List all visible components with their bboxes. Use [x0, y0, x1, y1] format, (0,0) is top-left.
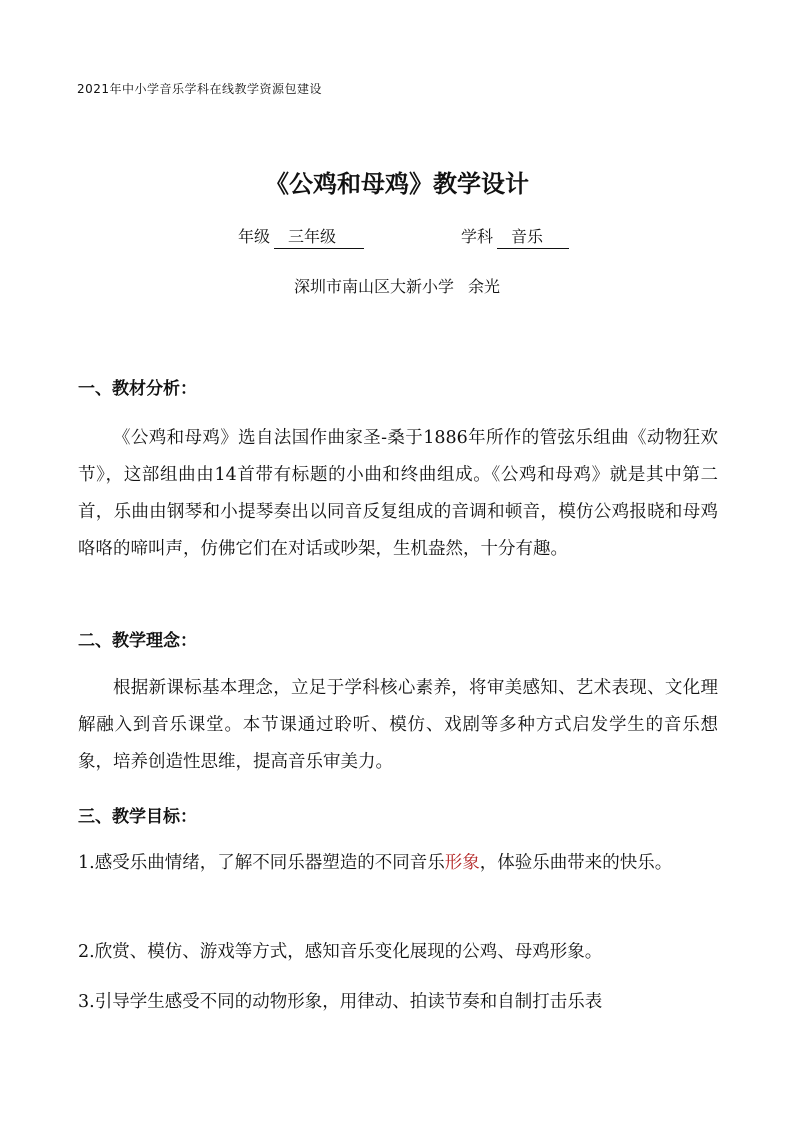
section-text-philosophy: 根据新课标基本理念，立足于学科核心素养，将审美感知、艺术表现、文化理解融入到音乐课堂。本节课通过聆听、模仿、戏剧等多种方式启发学生的音乐想象，培养创造性思维，提高音乐审美力。 — [78, 678, 718, 772]
subject-field — [461, 224, 569, 249]
author-school: 深圳市南山区大新小学 — [293, 277, 454, 296]
section-text-materials: 《公鸡和母鸡》选自法国作曲家圣-桑于1886年所作的管弦乐组曲《动物狂欢节》，这部组曲由14首带有标题的小曲和终曲组成。《公鸡和母鸡》就是其中第二首，乐曲由钢琴和小提琴奏出以同音反复组成的音调和顿音，模仿公鸡报晓和母鸡咯咯的啼叫声，仿佛它们在对话或吵架，生机盎然，十分有趣。 — [78, 428, 718, 559]
author-line — [0, 274, 794, 297]
document-header: 2021年中小学音乐学科在线教学资源包建设 — [77, 82, 323, 96]
subject-value: 音乐 — [497, 224, 569, 249]
goal-item-2: 2.欣赏、模仿、游戏等方式，感知音乐变化展现的公鸡、母鸡形象。 — [78, 942, 603, 962]
goal-item-1 — [78, 845, 718, 882]
grade-value: 三年级 — [274, 224, 364, 249]
author-name: 余光 — [468, 277, 501, 296]
section-heading-philosophy: 二、教学理念： — [78, 631, 197, 651]
section-heading-materials: 一、教材分析： — [78, 379, 197, 399]
goal-1-highlight: 形象 — [444, 853, 480, 873]
goal-item-3: 3.引导学生感受不同的动物形象，用律动、拍读节奏和自制打击乐表 — [78, 992, 603, 1012]
goal-1-text-end: ，体验乐曲带来的快乐。 — [479, 853, 673, 873]
section-heading-goals: 三、教学目标： — [78, 807, 197, 827]
page-title: 《公鸡和母鸡》教学设计 — [265, 169, 529, 198]
subject-label: 学科 — [461, 227, 494, 246]
grade-label: 年级 — [238, 227, 271, 246]
goal-1-text-start: 1.感受乐曲情绪，了解不同乐器塑造的不同音乐 — [78, 853, 445, 873]
grade-field — [238, 224, 364, 249]
